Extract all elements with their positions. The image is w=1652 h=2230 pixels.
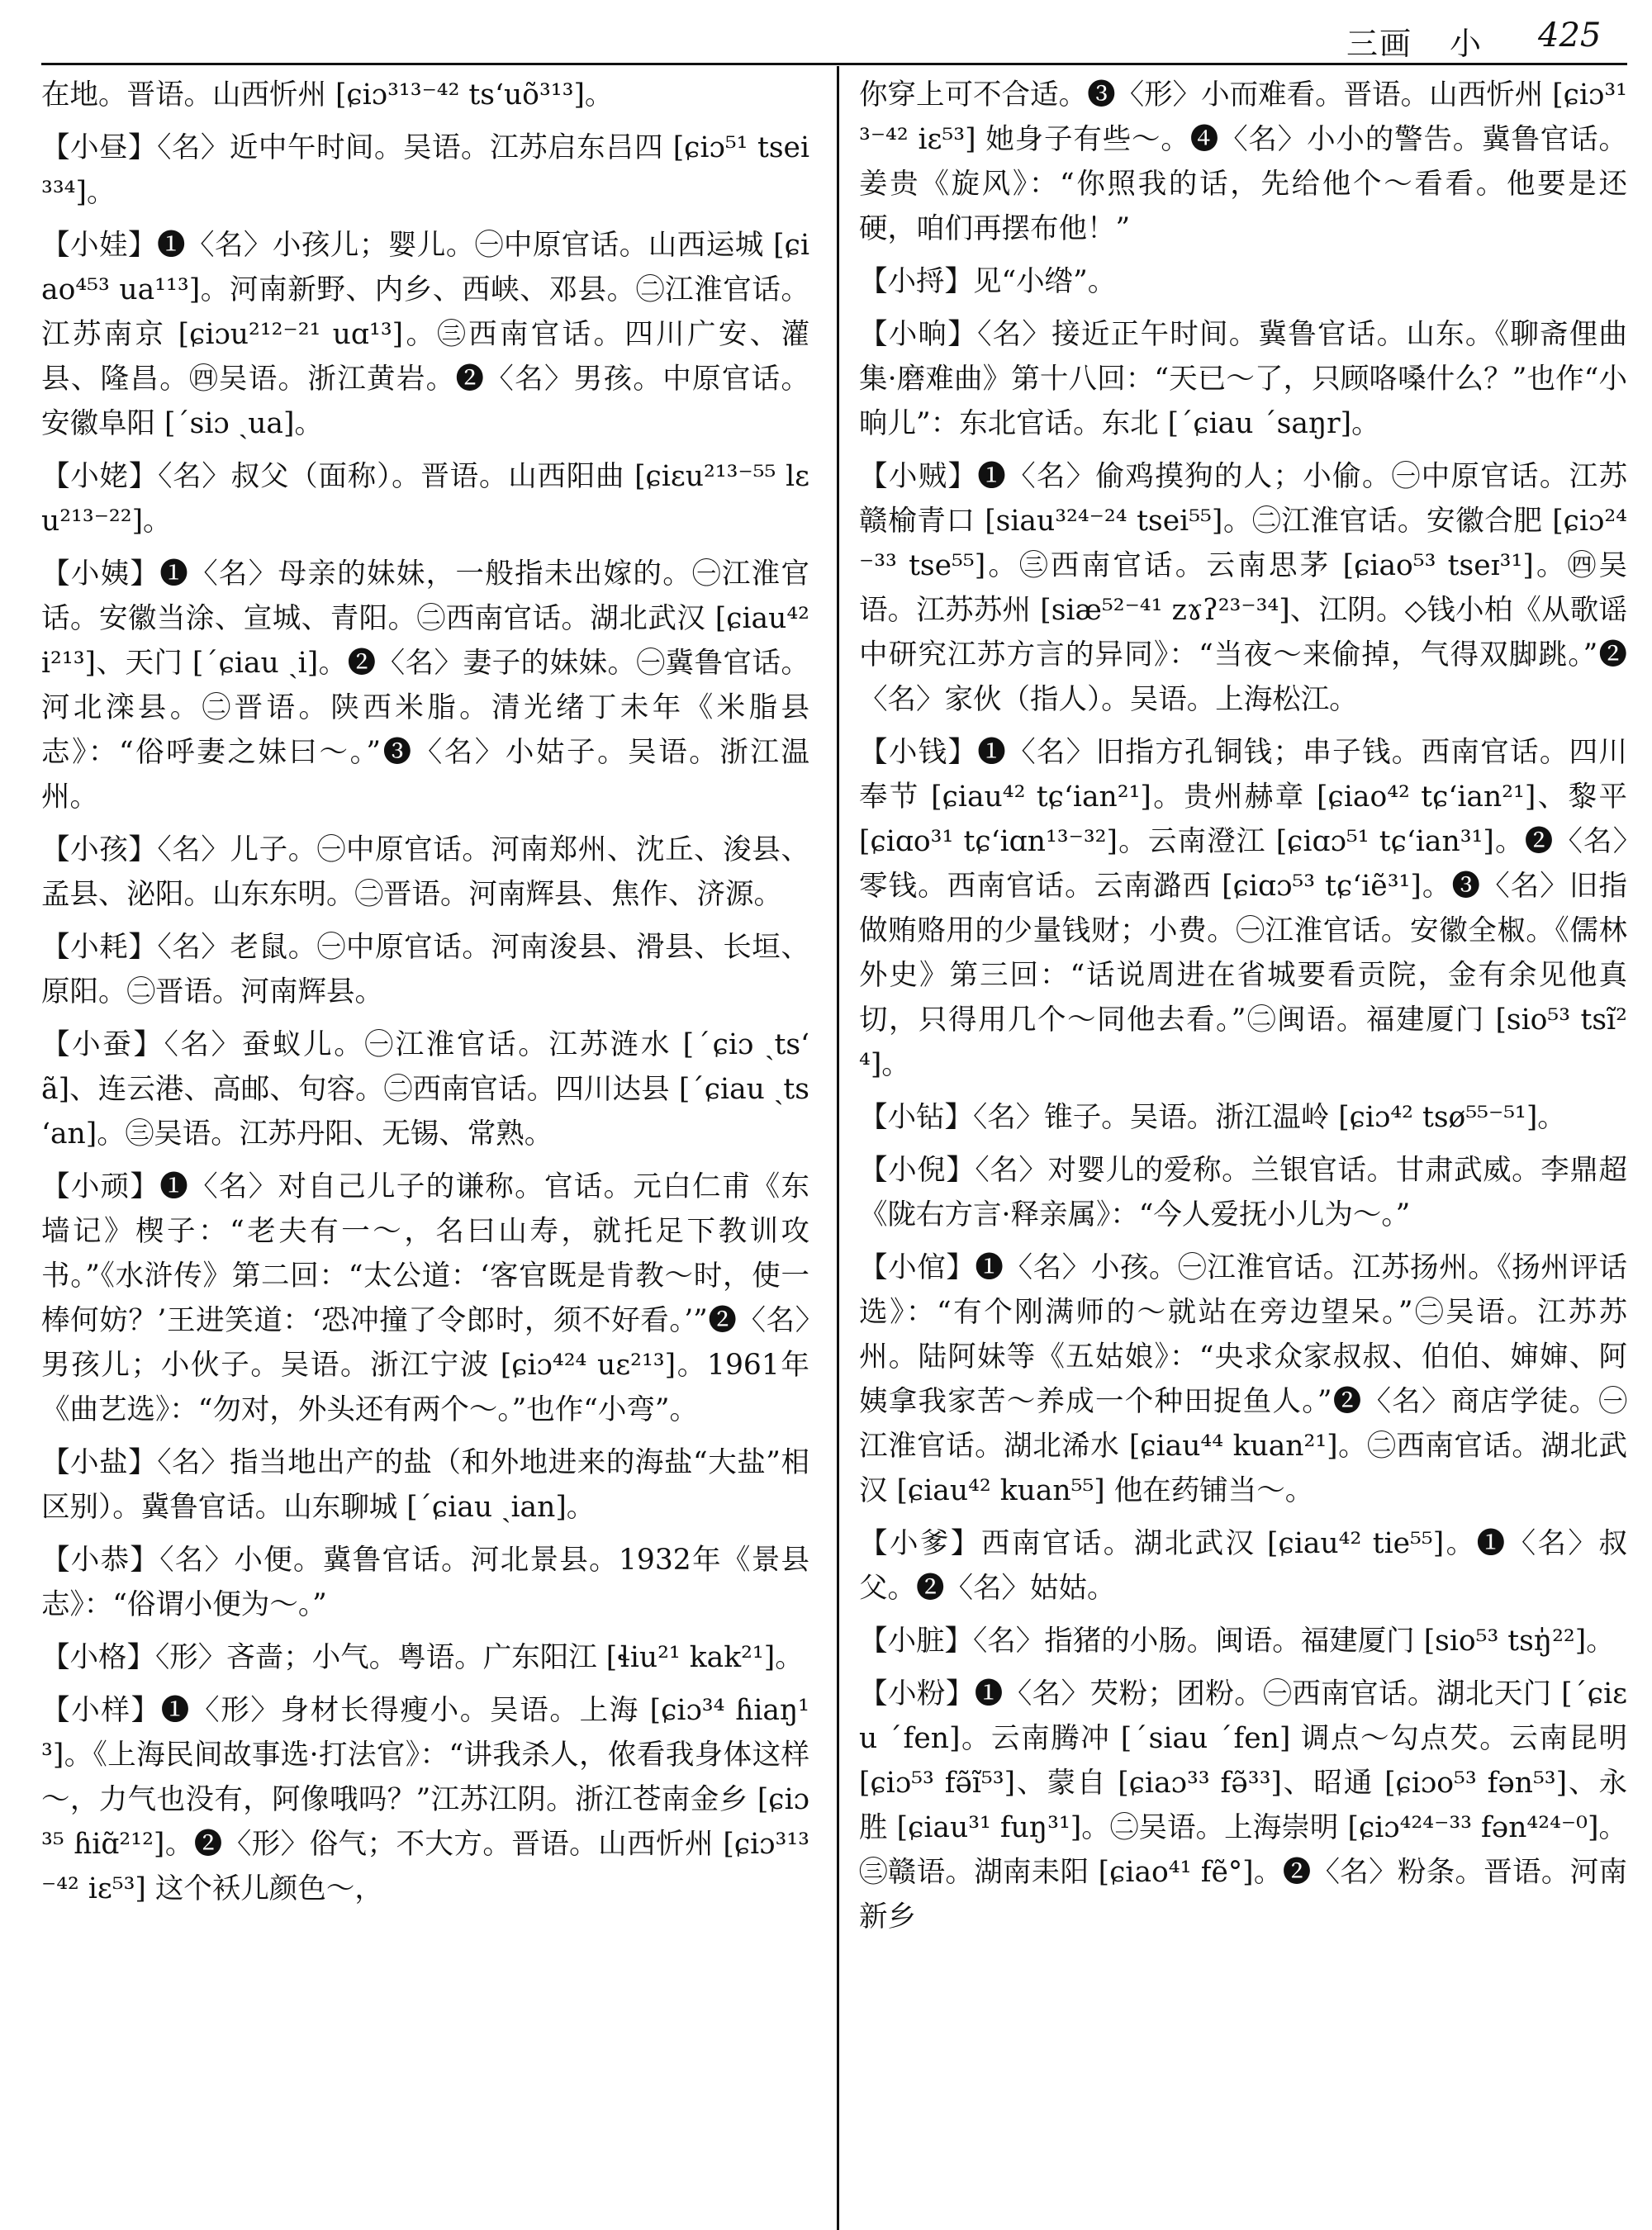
dict-entry: 【小格】〈形〉吝啬；小气。粤语。广东阳江 [ɬiu²¹ kak²¹]。 [41, 1641, 804, 1674]
column-divider [837, 66, 839, 2230]
radical-char: 小 [1450, 26, 1482, 62]
dict-entry: 【小倪】〈名〉对婴儿的爱称。兰银官话。甘肃武威。李鼎超《陇右方言·释亲属》：“今人爱抚小儿为～。” [859, 1154, 1627, 1231]
right-column [859, 73, 1627, 2228]
page-number: 425 [1538, 17, 1602, 55]
dict-entry: 【小姥】〈名〉叔父（面称）。晋语。山西阳曲 [ɕiɛu²¹³⁻⁵⁵ lɛu²¹³⁻²²]。 [41, 460, 809, 538]
section-label: 三画 [1346, 26, 1413, 62]
dict-entry: 【小顽】❶〈名〉对自己儿子的谦称。官话。元白仁甫《东墙记》楔子：“老夫有一～，名曰山寿，就托足下教训攻书。”《水浒传》第二回：“太公道：‘客官既是肯教～时，使一棒何妨？’王进笑道：‘恐冲撞了令郎时，须不好看。’”❷〈名〉男孩儿；小伙子。吴语。浙江宁波 [ɕiɔ⁴²⁴ uɛ²¹³]。1961年《曲艺选》：“勿对，外头还有两个～。”也作“小弯”。 [41, 1170, 809, 1426]
dict-entry: 【小样】❶〈形〉身材长得瘦小。吴语。上海 [ɕiɔ³⁴ ɦiaŋ¹³]。《上海民间故事选·打法官》：“讲我杀人，侬看我身体这样～，力气也没有，阿像哦吗？”江苏江阴。浙江苍南金乡 [ɕiɔ³⁵ ɦiɑ̃²¹²]。❷〈形〉俗气；不大方。晋语。山西忻州 [ɕiɔ³¹³⁻⁴² iɛ⁵³] 这个袄儿颜色～， [41, 1694, 809, 1905]
dict-entry: 在地。晋语。山西忻州 [ɕiɔ³¹³⁻⁴² tsʻuõ³¹³]。 [41, 78, 614, 112]
dict-entry: 【小昼】〈名〉近中午时间。吴语。江苏启东吕四 [ɕiɔ⁵¹ tsei³³⁴]。 [41, 131, 809, 209]
dict-entry: 【小娃】❶〈名〉小孩儿；婴儿。㊀中原官话。山西运城 [ɕiao⁴⁵³ ua¹¹³]。河南新野、内乡、西峡、邓县。㊁江淮官话。江苏南京 [ɕiɔu²¹²⁻²¹ uɑ¹³]。㊂西南官话。四川广安、灌县、隆昌。㊃吴语。浙江黄岩。❷〈名〉男孩。中原官话。安徽阜阳 [ˊsiɔ ˏua]。 [41, 229, 809, 440]
page-header [0, 0, 1652, 66]
dict-entry: 【小爹】西南官话。湖北武汉 [ɕiau⁴² tie⁵⁵]。❶〈名〉叔父。❷〈名〉姑姑。 [859, 1527, 1627, 1605]
dict-entry: 【小蚕】〈名〉蚕蚁儿。㊀江淮官话。江苏涟水 [ˊɕiɔ ˏtsʻã]、连云港、高邮、句容。㊁西南官话。四川达县 [ˊɕiau ˏtsʻan]。㊂吴语。江苏丹阳、无锡、常熟。 [41, 1028, 809, 1151]
dict-entry: 【小恭】〈名〉小便。冀鲁官话。河北景县。1932年《景县志》：“俗谓小便为～。” [41, 1544, 809, 1621]
dict-entry: 【小孩】〈名〉儿子。㊀中原官话。河南郑州、沈丘、浚县、孟县、泌阳。山东东明。㊁晋语。河南辉县、焦作、济源。 [41, 833, 809, 911]
left-column [41, 73, 809, 2228]
dict-entry: 你穿上可不合适。❸〈形〉小而难看。晋语。山西忻州 [ɕiɔ³¹³⁻⁴² iɛ⁵³] 她身子有些～。❹〈名〉小小的警告。冀鲁官话。姜贵《旋风》：“你照我的话，先给他个～看看。他要是还硬，咱们再摆布他！” [859, 78, 1627, 245]
dict-entry: 【小捋】见“小绺”。 [859, 265, 1117, 298]
dict-entry: 【小贼】❶〈名〉偷鸡摸狗的人；小偷。㊀中原官话。江苏赣榆青口 [siau³²⁴⁻²⁴ tsei⁵⁵]。㊁江淮官话。安徽合肥 [ɕiɔ²⁴⁻³³ tse⁵⁵]。㊂西南官话。云南思茅 [ɕiao⁵³ tseɪ³¹]。㊃吴语。江苏苏州 [siæ⁵²⁻⁴¹ zɤʔ²³⁻³⁴]、江阴。◇钱小柏《从歌谣中研究江苏方言的异同》：“当夜～来偷掉，气得双脚跳。”❷〈名〉家伙（指人）。吴语。上海松江。 [859, 460, 1627, 716]
dict-entry: 【小脏】〈名〉指猪的小肠。闽语。福建厦门 [sio⁵³ tsŋ̍²²]。 [859, 1625, 1615, 1658]
dict-entry: 【小钱】❶〈名〉旧指方孔铜钱；串子钱。西南官话。四川奉节 [ɕiau⁴² tɕʻian²¹]。贵州赫章 [ɕiao⁴² tɕʻian²¹]、黎平 [ɕiɑo³¹ tɕʻiɑn¹³⁻³²]。云南澄江 [ɕiɑɔ⁵¹ tɕʻian³¹]。❷〈名〉零钱。西南官话。云南潞西 [ɕiɑɔ⁵³ tɕʻiẽ³¹]。❸〈名〉旧指做贿赂用的少量钱财；小费。㊀江淮官话。安徽全椒。《儒林外史》第三回：“话说周进在省城要看贡院，金有余见他真切，只得用几个～同他去看。”㊁闽语。福建厦门 [sio⁵³ tsĩ²⁴]。 [859, 736, 1627, 1081]
dict-entry: 【小晌】〈名〉接近正午时间。冀鲁官话。山东。《聊斋俚曲集·磨难曲》第十八回：“天已～了，只顾咯嗓什么？”也作“小晌儿”：东北官话。东北 [ˊɕiau ˊsaŋr]。 [859, 318, 1627, 440]
dict-entry: 【小倌】❶〈名〉小孩。㊀江淮官话。江苏扬州。《扬州评话选》：“有个刚满师的～就站在旁边望呆。”㊁吴语。江苏苏州。陆阿妹等《五姑娘》：“央求众家叔叔、伯伯、婶婶、阿姨拿我家苦～养成一个种田捉鱼人。”❷〈名〉商店学徒。㊀江淮官话。湖北浠水 [ɕiau⁴⁴ kuan²¹]。㊁西南官话。湖北武汉 [ɕiau⁴² kuan⁵⁵] 他在药铺当～。 [859, 1251, 1627, 1507]
dict-entry: 【小耗】〈名〉老鼠。㊀中原官话。河南浚县、滑县、长垣、原阳。㊁晋语。河南辉县。 [41, 931, 809, 1008]
dict-entry: 【小盐】〈名〉指当地出产的盐（和外地进来的海盐“大盐”相区别）。冀鲁官话。山东聊城 [ˊɕiau ˏian]。 [41, 1446, 809, 1524]
header-rule [41, 63, 1627, 65]
dict-entry: 【小钻】〈名〉锥子。吴语。浙江温岭 [ɕiɔ⁴² tsø⁵⁵⁻⁵¹]。 [859, 1101, 1566, 1134]
dict-entry: 【小粉】❶〈名〉芡粉；团粉。㊀西南官话。湖北天门 [ˊɕiɛu ˊfen]。云南腾冲 [ˊsiau ˊfen] 调点～勾点芡。云南昆明 [ɕiɔ⁵³ fə̃ĩ⁵³]、蒙自 [ɕiaɔ³³ fə̃³³]、昭通 [ɕiɔo⁵³ fən⁵³]、永胜 [ɕiau³¹ fuŋ³¹]。㊁吴语。上海崇明 [ɕiɔ⁴²⁴⁻³³ fən⁴²⁴⁻⁰]。㊂赣语。湖南耒阳 [ɕiao⁴¹ fẽ°]。❷〈名〉粉条。晋语。河南新乡 [859, 1677, 1627, 1933]
dict-entry: 【小姨】❶〈名〉母亲的妹妹，一般指未出嫁的。㊀江淮官话。安徽当涂、宣城、青阳。㊁西南官话。湖北武汉 [ɕiau⁴² i²¹³]、天门 [ˊɕiau ˏi]。❷〈名〉妻子的妹妹。㊀冀鲁官话。河北滦县。㊁晋语。陕西米脂。清光绪丁未年《米脂县志》：“俗呼妻之妹曰～。”❸〈名〉小姑子。吴语。浙江温州。 [41, 558, 809, 814]
